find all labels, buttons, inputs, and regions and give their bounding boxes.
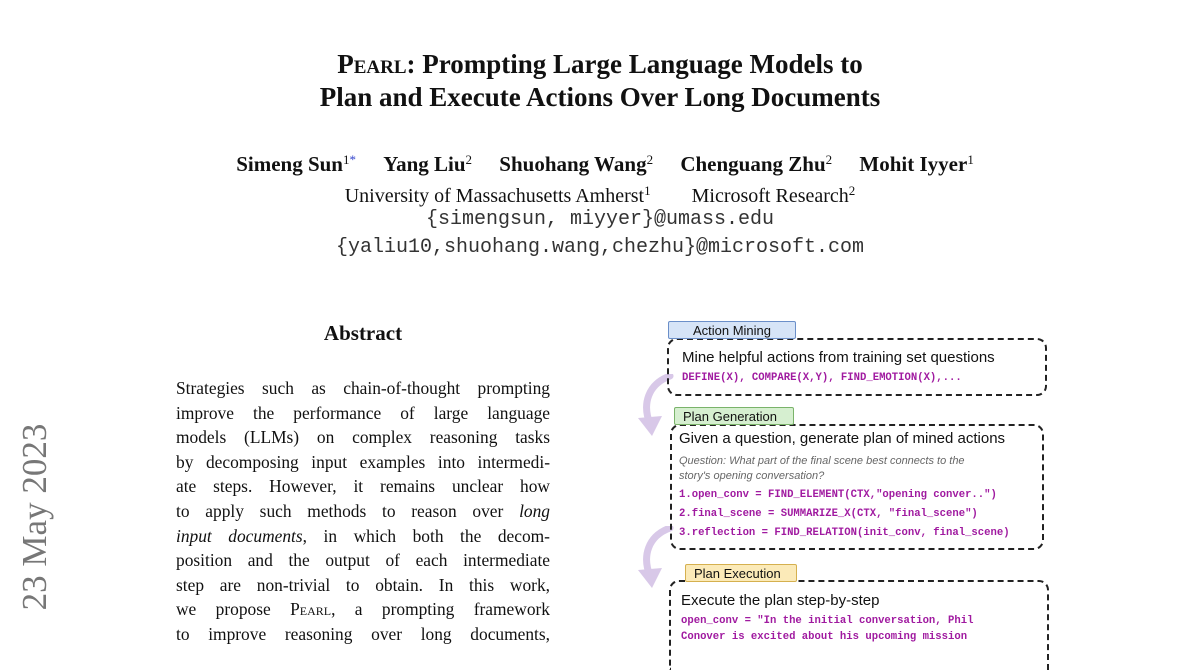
author-name: Chenguang Zhu — [680, 152, 826, 176]
affiliations — [0, 178, 1200, 209]
action-mining-title: Mine helpful actions from training set questions — [682, 349, 995, 366]
author-name: Shuohang Wang — [499, 152, 647, 176]
flow-arrow-2 — [634, 526, 674, 590]
author — [859, 152, 973, 176]
author-name: Simeng Sun — [236, 152, 343, 176]
abstract-line: step are non-trivial to obtain. In this work, — [176, 574, 550, 595]
paper-title — [0, 48, 1200, 114]
abstract-line: improve the performance of large language — [176, 402, 550, 423]
abstract-heading: Abstract — [323, 321, 403, 345]
author-list — [0, 146, 1200, 178]
plan-execution-title: Execute the plan step-by-step — [681, 592, 880, 609]
author-affil-mark: 1* — [342, 152, 356, 167]
abstract-body — [176, 376, 550, 647]
abstract-line: by decomposing input examples into intermedi- — [176, 451, 550, 472]
title-line-1-rest: : Prompting Large Language Models to — [406, 49, 863, 79]
author — [499, 152, 653, 176]
author — [383, 152, 472, 176]
pearl-overview-figure — [630, 318, 1070, 648]
plan-generation-question-1: Question: What part of the final scene best connects to the — [679, 455, 965, 467]
plan-generation-title: Given a question, generate plan of mined actions — [679, 430, 1006, 447]
abstract-line: ate steps. However, it remains unclear how — [176, 476, 550, 497]
abstract-line: input documents, in which both the decom- — [176, 525, 550, 546]
author — [236, 152, 356, 176]
abstract-line: to apply such methods to reason over long — [176, 500, 550, 521]
abstract-line: position and the output of each intermediate — [176, 550, 550, 571]
author-name: Mohit Iyyer — [859, 152, 968, 176]
title-pearl: Pearl — [337, 49, 407, 79]
abstract-line: we propose Pearl, a prompting framework — [176, 599, 550, 620]
plan-generation-question-2: story's opening conversation? — [679, 470, 825, 482]
title-line-1 — [0, 48, 1200, 81]
action-mining-label: Action Mining — [668, 321, 796, 339]
email-umass: {simengsun, miyyer}@umass.edu — [425, 208, 775, 231]
author-affil-mark: 2 — [825, 152, 833, 167]
arxiv-date-stamp: 23 May 2023 — [15, 423, 54, 611]
plan-step-2: 2.final_scene = SUMMARIZE_X(CTX, "final_scene") — [679, 508, 978, 520]
action-mining-code: DEFINE(X), COMPARE(X,Y), FIND_EMOTION(X),... — [682, 372, 962, 384]
plan-execution-code-2: Conover is excited about his upcoming mission — [681, 631, 968, 643]
author — [680, 152, 832, 176]
author-affil-mark: 2 — [465, 152, 473, 167]
email-microsoft: {yaliu10,shuohang.wang,chezhu}@microsoft.com — [335, 236, 865, 259]
affiliation: Microsoft Research$^2$ — [691, 183, 856, 207]
plan-execution-code-1: open_conv = "In the initial conversation, Phil — [681, 615, 974, 627]
action-mining-box — [667, 338, 1047, 396]
plan-step-1: 1.open_conv = FIND_ELEMENT(CTX,"opening conver..") — [679, 489, 997, 501]
abstract-line: to improve reasoning over long documents, — [176, 623, 550, 644]
plan-step-3: 3.reflection = FIND_RELATION(init_conv, final_scene) — [679, 527, 1010, 539]
plan-execution-label: Plan Execution — [685, 564, 797, 582]
author-name: Yang Liu — [383, 152, 466, 176]
title-line-2: Plan and Execute Actions Over Long Documents — [319, 82, 881, 112]
abstract-line: models (LLMs) on complex reasoning tasks — [176, 427, 550, 448]
plan-generation-label: Plan Generation — [674, 407, 794, 425]
author-affil-mark: 2 — [646, 152, 654, 167]
abstract-line: Strategies such as chain-of-thought prompting — [176, 378, 550, 398]
author-affil-mark: 1 — [967, 152, 974, 167]
affiliation: University of Massachusetts Amherst$^1$ — [344, 183, 651, 207]
abstract-italic: long — [519, 500, 550, 521]
